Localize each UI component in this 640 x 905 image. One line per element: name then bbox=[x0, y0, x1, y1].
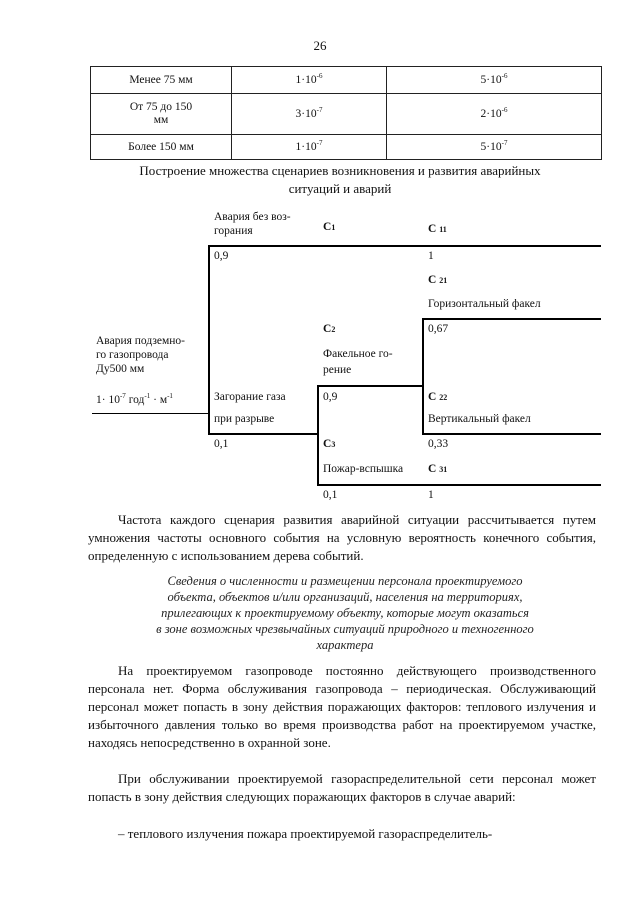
tree-line bbox=[92, 413, 209, 414]
scenario-c31: С 31 bbox=[428, 463, 448, 475]
table-row bbox=[91, 67, 602, 94]
prob-c22: 0,33 bbox=[428, 438, 449, 450]
table-cell: $1\cdot 10^{-6}$ bbox=[232, 67, 387, 94]
frequency-table bbox=[90, 66, 602, 160]
prob-no-ignition: 0,9 bbox=[214, 250, 229, 262]
c21-label: Горизонтальный факел bbox=[428, 298, 541, 310]
scenario-c22: С 22 bbox=[428, 391, 448, 403]
table-cell: $1\cdot 10^{-7}$ bbox=[232, 135, 387, 160]
paragraph-hazard-zone: При обслуживании проектируемой газораспределительной сети персонал может попасть в зону действия следующих поражающих факторов в случае аварий: bbox=[88, 771, 596, 804]
table-cell: $5\cdot 10^{-6}$ bbox=[387, 67, 602, 94]
no-ignition-label: Авария без воз- горания bbox=[214, 211, 291, 237]
table-cell: Менее 75 мм bbox=[91, 67, 232, 94]
paragraph-frequency: Частота каждого сценария развития аварийной ситуации рассчитывается путем умножения частоты основного события на условную вероятность конечного события, определенную с использованием дерева событий. bbox=[88, 512, 596, 563]
prob-c31: 1 bbox=[428, 489, 434, 501]
root-frequency: $1\cdot 10^{-7}$ $год^{-1} \cdot м^{-1}$ bbox=[96, 392, 173, 406]
prob-c3: 0,1 bbox=[323, 489, 338, 501]
table-cell: $3\cdot 10^{-7}$ bbox=[232, 94, 387, 135]
tree-line bbox=[208, 433, 319, 435]
scenario-c1: С1 bbox=[323, 221, 336, 233]
c2-label: Факельное го- рение bbox=[323, 348, 393, 376]
tree-line bbox=[317, 385, 319, 486]
scenario-c21: С 21 bbox=[428, 274, 448, 286]
table-row bbox=[91, 135, 602, 160]
tree-line bbox=[422, 318, 424, 435]
paragraph-thermal: – теплового излучения пожара проектируемой газораспределитель- bbox=[118, 826, 493, 841]
prob-c21: 0,67 bbox=[428, 323, 449, 335]
table-cell: $5\cdot 10^{-7}$ bbox=[387, 135, 602, 160]
root-event-label: Авария подземно- го газопровода Ду500 мм bbox=[96, 335, 185, 375]
paragraph-personnel: На проектируемом газопроводе постоянно действующего производственного персонала нет. Форма обслуживания газопровода – периодическая. Обслуживающий персонал может попасть в зону действия поражающих факторов: теплового излучения и избыточного давления только во время производства работ на проектируемом участке, находясь непосредственно в охранной зоне. bbox=[88, 663, 596, 750]
tree-line bbox=[317, 385, 424, 387]
c22-label: Вертикальный факел bbox=[428, 413, 531, 425]
table-cell: От 75 до 150 мм bbox=[91, 94, 232, 135]
section-heading: Построение множества сценариев возникновения и развития аварийных ситуаций и аварий bbox=[139, 163, 541, 196]
page-number: 26 bbox=[313, 38, 327, 53]
prob-c11: 1 bbox=[428, 250, 434, 262]
scenario-c11: С 11 bbox=[428, 223, 447, 235]
prob-c2: 0,9 bbox=[323, 391, 338, 403]
tree-line bbox=[208, 245, 601, 247]
tree-line bbox=[208, 245, 210, 435]
tree-line bbox=[422, 433, 601, 435]
italic-subheading: Сведения о численности и размещении персонала проектируемого объекта, объектов и/или организаций, населения на территориях, прилегающих к проектируемому объекту, которые могут оказаться в зоне возможных чрезвычайных ситуаций природного и техногенного характера bbox=[156, 574, 534, 652]
scenario-c3: С3 bbox=[323, 438, 336, 450]
table-cell: $2\cdot 10^{-6}$ bbox=[387, 94, 602, 135]
tree-line bbox=[317, 484, 601, 486]
prob-ignition: 0,1 bbox=[214, 438, 229, 450]
table-row bbox=[91, 94, 602, 135]
ignition-label-2: при разрыве bbox=[214, 413, 275, 425]
c3-label: Пожар-вспышка bbox=[323, 463, 404, 475]
scenario-c2: С2 bbox=[323, 323, 336, 335]
table-cell: Более 150 мм bbox=[91, 135, 232, 160]
tree-line bbox=[422, 318, 601, 320]
ignition-label-1: Загорание газа bbox=[214, 391, 286, 403]
